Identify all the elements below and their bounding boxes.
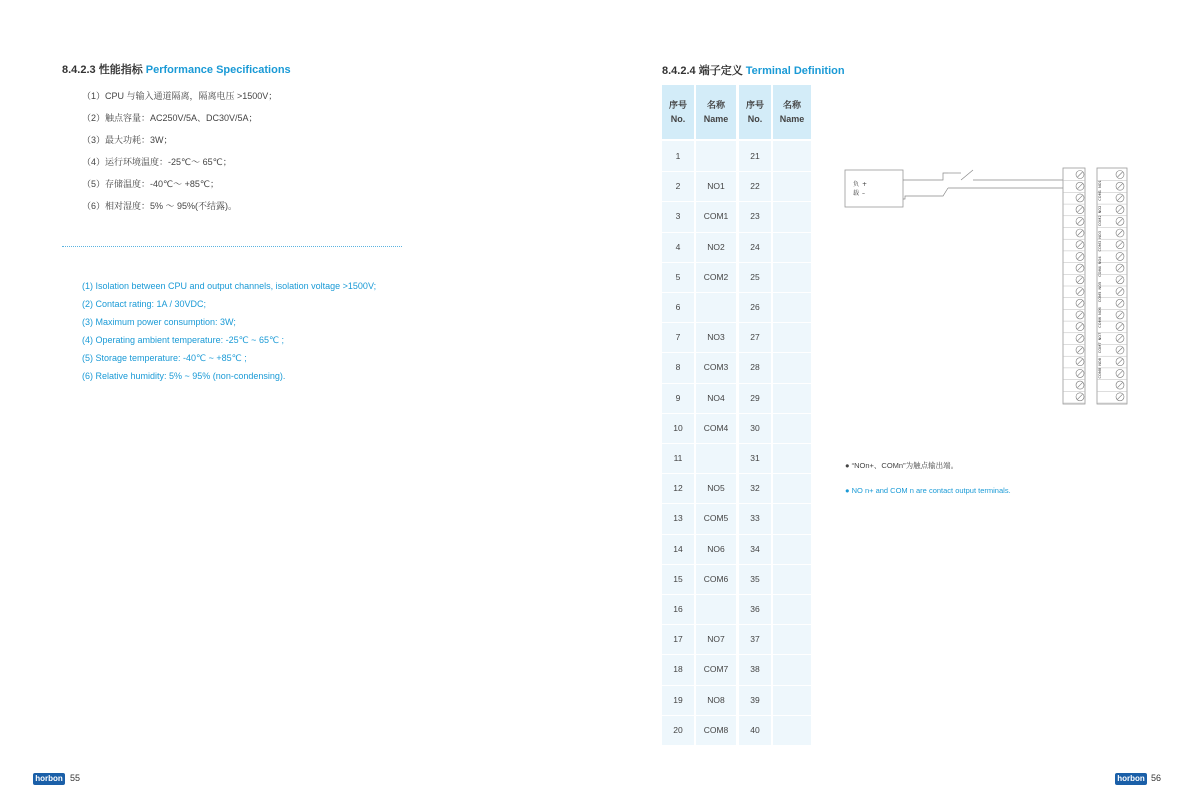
terminal-label: NO2 — [1098, 205, 1102, 214]
cell-name — [696, 443, 736, 473]
header-no-cn: 序号 — [745, 100, 764, 110]
cell-name: NO3 — [707, 332, 725, 343]
header-name-1 — [696, 85, 736, 139]
cell-no: 38 — [750, 664, 760, 675]
spec-cn-item: （2）触点容量：AC250V/5A、DC30V/5A； — [82, 113, 258, 123]
left-page-number: 55 — [70, 773, 81, 783]
terminal-label: NO3 — [1098, 230, 1102, 239]
note-en: ● NO n+ and COM n are contact output terminals. — [845, 486, 1011, 495]
note-cn: ● “NOn+、COMn”为触点输出端。 — [845, 461, 959, 470]
row-divider — [662, 654, 811, 655]
spec-cn-item: （3）最大功耗：3W； — [82, 135, 173, 145]
cell-no: 16 — [673, 604, 683, 614]
cell-name — [773, 352, 811, 382]
wiring-diagram — [843, 160, 1133, 406]
cell-no: 28 — [750, 362, 760, 373]
cell-no: 21 — [750, 151, 760, 161]
cell-name: COM6 — [703, 573, 729, 584]
row-divider — [662, 292, 811, 293]
dotted-divider — [62, 246, 402, 247]
cell-no: 23 — [750, 211, 760, 222]
cell-no: 32 — [750, 483, 760, 494]
cell-name: COM3 — [703, 362, 729, 373]
cell-name — [773, 685, 811, 715]
spec-en-item: (3) Maximum power consumption: 3W; — [82, 317, 236, 327]
cell-no: 27 — [750, 332, 760, 343]
terminal-label: COM1 — [1098, 189, 1102, 201]
load-box — [845, 170, 903, 207]
terminal-label: COM3 — [1098, 240, 1102, 252]
cell-name: NO8 — [707, 694, 725, 705]
terminal-label: COM4 — [1098, 266, 1102, 277]
cell-no: 2 — [675, 181, 681, 192]
terminal-label: COM5 — [1098, 291, 1102, 303]
row-divider — [662, 352, 811, 353]
header-no-2 — [739, 85, 771, 139]
terminal-label: NO8 — [1098, 357, 1102, 366]
cell-name — [773, 171, 811, 201]
cell-name: NO1 — [707, 181, 725, 192]
row-divider — [662, 443, 811, 444]
right-page-number: 56 — [1151, 773, 1162, 783]
cell-no: 35 — [750, 573, 760, 584]
cell-no: 11 — [673, 453, 683, 463]
specs-cn-list — [82, 89, 277, 221]
row-divider — [662, 594, 811, 595]
header-name-en: Name — [779, 114, 805, 124]
cell-name — [773, 413, 811, 443]
cell-name — [773, 473, 811, 503]
row-divider — [662, 715, 811, 716]
cell-no: 14 — [673, 543, 683, 554]
spec-cn-item: （1）CPU 与输入通道隔离，隔离电压 >1500V； — [82, 91, 278, 101]
cell-name — [773, 503, 811, 533]
cell-no: 6 — [675, 302, 681, 312]
terminal-table — [662, 85, 811, 745]
row-divider — [662, 322, 811, 323]
cell-name — [773, 322, 811, 352]
load-label-2: 载 — [853, 190, 860, 197]
cell-no: 25 — [750, 271, 760, 282]
terminal-label: NO5 — [1098, 281, 1102, 290]
cell-no: 19 — [673, 694, 683, 705]
cell-no: 9 — [675, 392, 681, 403]
terminal-label: COM2 — [1098, 215, 1102, 227]
cell-name — [773, 141, 811, 171]
row-divider — [662, 413, 811, 414]
cell-no: 40 — [750, 724, 760, 735]
spec-en-item: (6) Relative humidity: 5% ~ 95% (non-condensing). — [82, 371, 286, 381]
cell-name: COM7 — [703, 664, 729, 675]
spec-cn-item: （6）相对湿度：5% ～ 95%(不结露)。 — [82, 201, 238, 211]
cell-name — [773, 443, 811, 473]
cell-name — [773, 715, 811, 745]
header-name-2 — [773, 85, 811, 139]
cell-no: 7 — [675, 332, 681, 343]
terminal-label: COM6 — [1098, 316, 1102, 328]
row-divider — [662, 262, 811, 263]
cell-name: NO4 — [707, 392, 725, 403]
row-divider — [662, 473, 811, 474]
header-no-en: No. — [747, 114, 763, 124]
left-logo: horbon — [33, 773, 65, 785]
cell-no: 5 — [675, 271, 681, 282]
plus-sign: + — [862, 181, 868, 188]
left-section-number: 8.4.2.3 — [62, 64, 96, 76]
row-divider — [662, 171, 811, 172]
header-no-1 — [662, 85, 694, 139]
cell-name — [773, 564, 811, 594]
cell-no: 24 — [750, 241, 760, 252]
left-title-cn: 性能指标 — [98, 64, 143, 76]
cell-no: 26 — [750, 302, 760, 312]
cell-name — [696, 594, 736, 624]
cell-name: NO6 — [707, 543, 725, 554]
right-logo: horbon — [1115, 773, 1147, 785]
cell-name — [696, 141, 736, 171]
specs-en-list — [82, 280, 376, 388]
cell-no: 20 — [673, 724, 683, 735]
header-no-en: No. — [670, 114, 686, 124]
cell-name — [773, 383, 811, 413]
header-no-cn: 序号 — [668, 100, 687, 110]
minus-sign: – — [862, 190, 865, 197]
right-section-title — [662, 62, 845, 78]
spec-cn-item: （5）存储温度：-40℃～ +85℃； — [82, 179, 219, 189]
cell-no: 12 — [673, 483, 683, 494]
spec-cn-item: （4）运行环境温度：-25℃～ 65℃； — [82, 157, 232, 167]
row-divider — [662, 685, 811, 686]
cell-no: 13 — [673, 513, 683, 524]
left-title-en: Performance Specifications — [145, 64, 291, 76]
spec-en-item: (2) Contact rating: 1A / 30VDC; — [82, 299, 207, 309]
cell-name — [773, 201, 811, 231]
cell-name: COM5 — [703, 513, 729, 524]
right-title-cn: 端子定义 — [698, 65, 743, 77]
cell-name: COM4 — [703, 422, 729, 433]
terminal-label: COM7 — [1098, 342, 1102, 354]
row-divider — [662, 201, 811, 202]
row-divider — [662, 624, 811, 625]
cell-name — [773, 232, 811, 262]
header-name-en: Name — [703, 114, 729, 124]
switch-contact — [961, 170, 973, 180]
row-divider — [662, 383, 811, 384]
right-section-number: 8.4.2.4 — [662, 65, 696, 77]
cell-no: 22 — [750, 181, 760, 192]
cell-no: 3 — [675, 211, 681, 222]
header-name-cn: 名称 — [706, 100, 725, 110]
terminal-label: COM8 — [1098, 367, 1102, 379]
cell-no: 37 — [750, 634, 760, 645]
cell-no: 8 — [675, 362, 681, 373]
load-label-1: 负 — [853, 181, 860, 188]
cell-no: 36 — [750, 604, 760, 614]
left-section-title — [62, 61, 291, 77]
terminal-label: NO4 — [1098, 256, 1102, 265]
row-divider — [662, 564, 811, 565]
cell-no: 18 — [673, 664, 683, 675]
cell-no: 31 — [750, 453, 760, 463]
cell-no: 1 — [675, 151, 681, 161]
terminal-label: NO1 — [1098, 180, 1102, 188]
cell-name — [773, 534, 811, 564]
cell-name — [773, 594, 811, 624]
cell-name — [773, 262, 811, 292]
cell-name — [773, 654, 811, 684]
cell-name: NO5 — [707, 483, 725, 494]
cell-name: NO7 — [707, 634, 725, 645]
cell-name: COM8 — [703, 724, 729, 735]
cell-name — [773, 292, 811, 322]
terminal-label: NO6 — [1098, 307, 1102, 315]
cell-no: 29 — [750, 392, 760, 403]
cell-name — [696, 292, 736, 322]
cell-no: 4 — [675, 241, 681, 252]
cell-no: 10 — [673, 422, 683, 433]
cell-no: 15 — [673, 573, 683, 584]
cell-name: COM1 — [703, 211, 729, 222]
spec-en-item: (4) Operating ambient temperature: -25℃ ~ 65℃ ; — [82, 335, 285, 345]
header-name-cn: 名称 — [782, 100, 801, 110]
cell-no: 39 — [750, 694, 760, 705]
terminal-label: NO7 — [1098, 332, 1102, 341]
row-divider — [662, 534, 811, 535]
cell-no: 30 — [750, 422, 760, 433]
cell-no: 34 — [750, 543, 760, 554]
right-title-en: Terminal Definition — [745, 65, 845, 77]
cell-name: NO2 — [707, 241, 725, 252]
cell-name — [773, 624, 811, 654]
cell-name: COM2 — [703, 271, 729, 282]
row-divider — [662, 232, 811, 233]
spec-en-item: (1) Isolation between CPU and output channels, isolation voltage >1500V; — [82, 281, 377, 291]
row-divider — [662, 503, 811, 504]
cell-no: 17 — [673, 634, 683, 645]
cell-no: 33 — [750, 513, 760, 524]
spec-en-item: (5) Storage temperature: -40℃ ~ +85℃ ; — [82, 353, 247, 363]
